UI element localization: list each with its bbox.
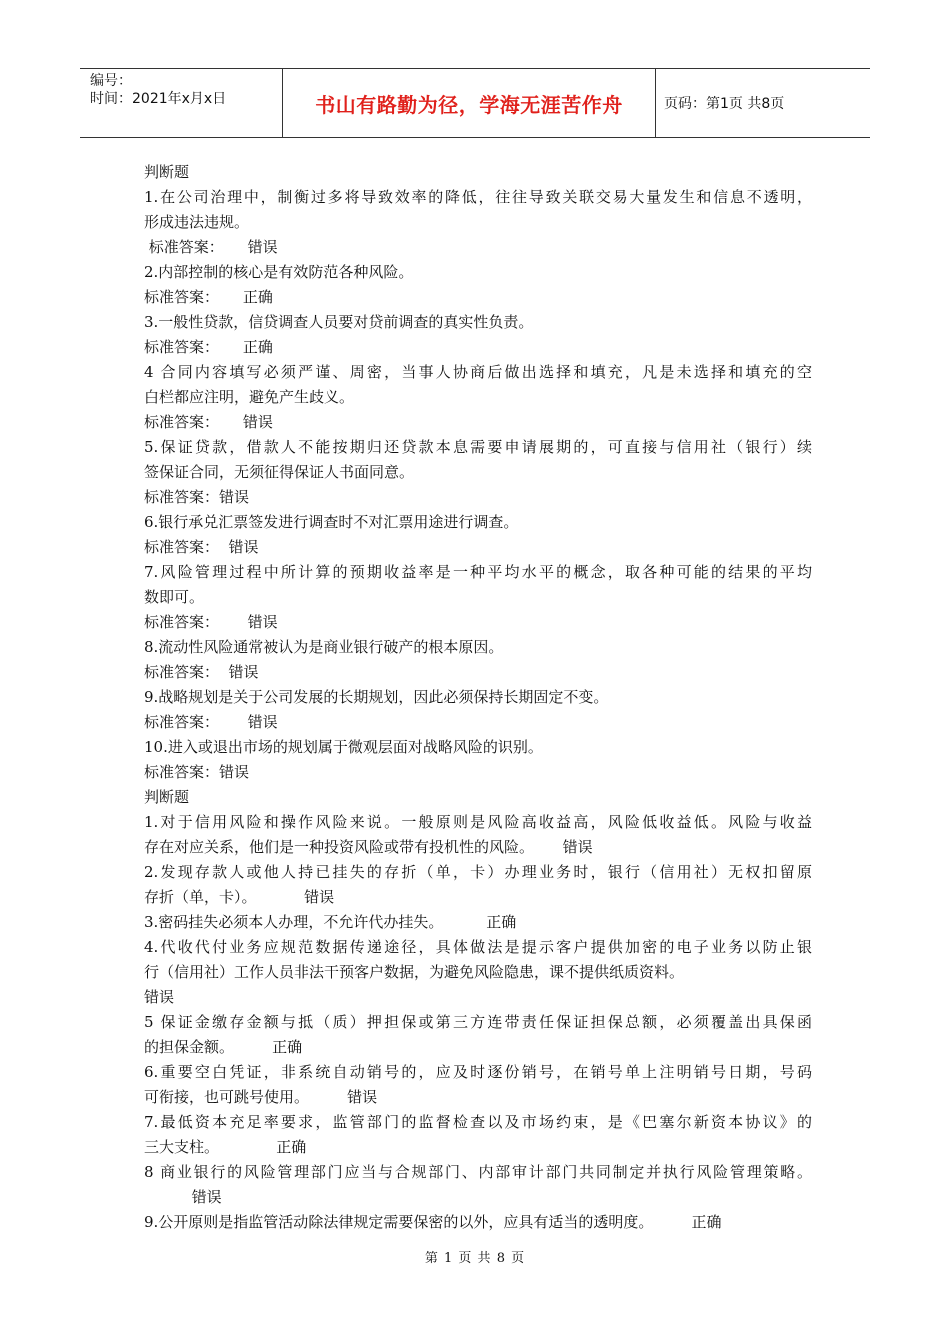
page-header: [80, 68, 870, 138]
header-meta: [80, 69, 280, 137]
text-line: 签保证合同，无须征得保证人书面同意。: [144, 463, 415, 481]
text-line: 8 商业银行的风险管理部门应当与合规部门、内部审计部门共同制定并执行风险管理策略。: [144, 1163, 812, 1181]
text-line: 可衔接，也可跳号使用。 错误: [144, 1088, 378, 1106]
text-line: 1.对于信用风险和操作风险来说。一般原则是风险高收益高，风险低收益低。风险与收益: [144, 813, 812, 831]
text-line: 6.重要空白凭证，非系统自动销号的，应及时逐份销号，在销号单上注明销号日期，号码: [144, 1063, 812, 1081]
text-line: 9.公开原则是指监管活动除法律规定需要保密的以外，应具有适当的透明度。 正确: [144, 1213, 722, 1231]
text-line: 判断题: [144, 163, 190, 181]
text-line: 6.银行承兑汇票签发进行调查时不对汇票用途进行调查。: [144, 513, 519, 531]
text-line: 4 合同内容填写必须严谨、周密，当事人协商后做出选择和填充，凡是未选择和填充的空: [144, 363, 812, 381]
text-line: 存在对应关系，他们是一种投资风险或带有投机性的风险。 错误: [144, 838, 593, 856]
text-line: 7.最低资本充足率要求，监管部门的监督检查以及市场约束，是《巴塞尔新资本协议》的: [144, 1113, 812, 1131]
page-footer: 第 1 页 共 8 页: [424, 1251, 526, 1266]
text-line: 行（信用社）工作人员非法干预客户数据，为避免风险隐患，课不提供纸质资料。: [144, 963, 685, 981]
text-line: 的担保金额。 正确: [144, 1038, 303, 1056]
text-line: 标准答案： 错误: [144, 713, 278, 731]
time-label: 时间：2021年x月x日: [90, 91, 227, 107]
header-page-info: 页码：第1页 共8页: [664, 96, 785, 112]
text-line: 标准答案： 错误: [144, 538, 259, 556]
text-line: 标准答案：错误: [144, 488, 250, 506]
text-line: 9.战略规划是关于公司发展的长期规划，因此必须保持长期固定不变。: [144, 688, 609, 706]
text-line: 错误: [144, 988, 175, 1006]
text-line: 4.代收代付业务应规范数据传递途径，具体做法是提示客户提供加密的电子业务以防止银: [144, 938, 812, 956]
text-line: 标准答案：错误: [144, 763, 250, 781]
text-line: 标准答案： 错误: [144, 663, 259, 681]
text-line: 3.密码挂失必须本人办理，不允许代办挂失。 正确: [144, 913, 517, 931]
text-line: 10.进入或退出市场的规划属于微观层面对战略风险的识别。: [144, 738, 543, 756]
text-line: 数即可。: [144, 588, 205, 606]
document-body: [144, 160, 812, 1235]
text-line: 标准答案： 正确: [144, 288, 273, 306]
text-line: 1.在公司治理中，制衡过多将导致效率的降低，往往导致关联交易大量发生和信息不透明，: [144, 188, 812, 206]
text-line: 2.发现存款人或他人持已挂失的存折（单，卡）办理业务时，银行（信用社）无权扣留原: [144, 863, 812, 881]
text-line: 判断题: [144, 788, 190, 806]
text-line: 5 保证金缴存金额与抵（质）押担保或第三方连带责任保证担保总额，必须覆盖出具保函: [144, 1013, 812, 1031]
text-line: 8.流动性风险通常被认为是商业银行破产的根本原因。: [144, 638, 504, 656]
text-line: 标准答案： 错误: [144, 413, 273, 431]
text-line: 5.保证贷款，借款人不能按期归还贷款本息需要申请展期的，可直接与信用社（银行）续: [144, 438, 812, 456]
number-label: 编号：: [90, 73, 132, 89]
text-line: 2.内部控制的核心是有效防范各种风险。: [144, 263, 414, 281]
text-line: 白栏都应注明，避免产生歧义。: [144, 388, 355, 406]
text-line: 错误: [144, 1188, 222, 1206]
text-line: 标准答案： 正确: [144, 338, 273, 356]
text-line: 三大支柱。 正确: [144, 1138, 307, 1156]
text-line: 标准答案： 错误: [144, 613, 278, 631]
header-motto: 书山有路勤为径，学海无涯苦作舟: [282, 69, 656, 137]
text-line: 形成违法违规。: [144, 213, 250, 231]
text-line: 3.一般性贷款，信贷调查人员要对贷前调查的真实性负责。: [144, 313, 534, 331]
text-line: 标准答案： 错误: [144, 238, 278, 256]
text-line: 存折（单，卡）。 错误: [144, 888, 335, 906]
text-line: 7.风险管理过程中所计算的预期收益率是一种平均水平的概念，取各种可能的结果的平均: [144, 563, 812, 581]
